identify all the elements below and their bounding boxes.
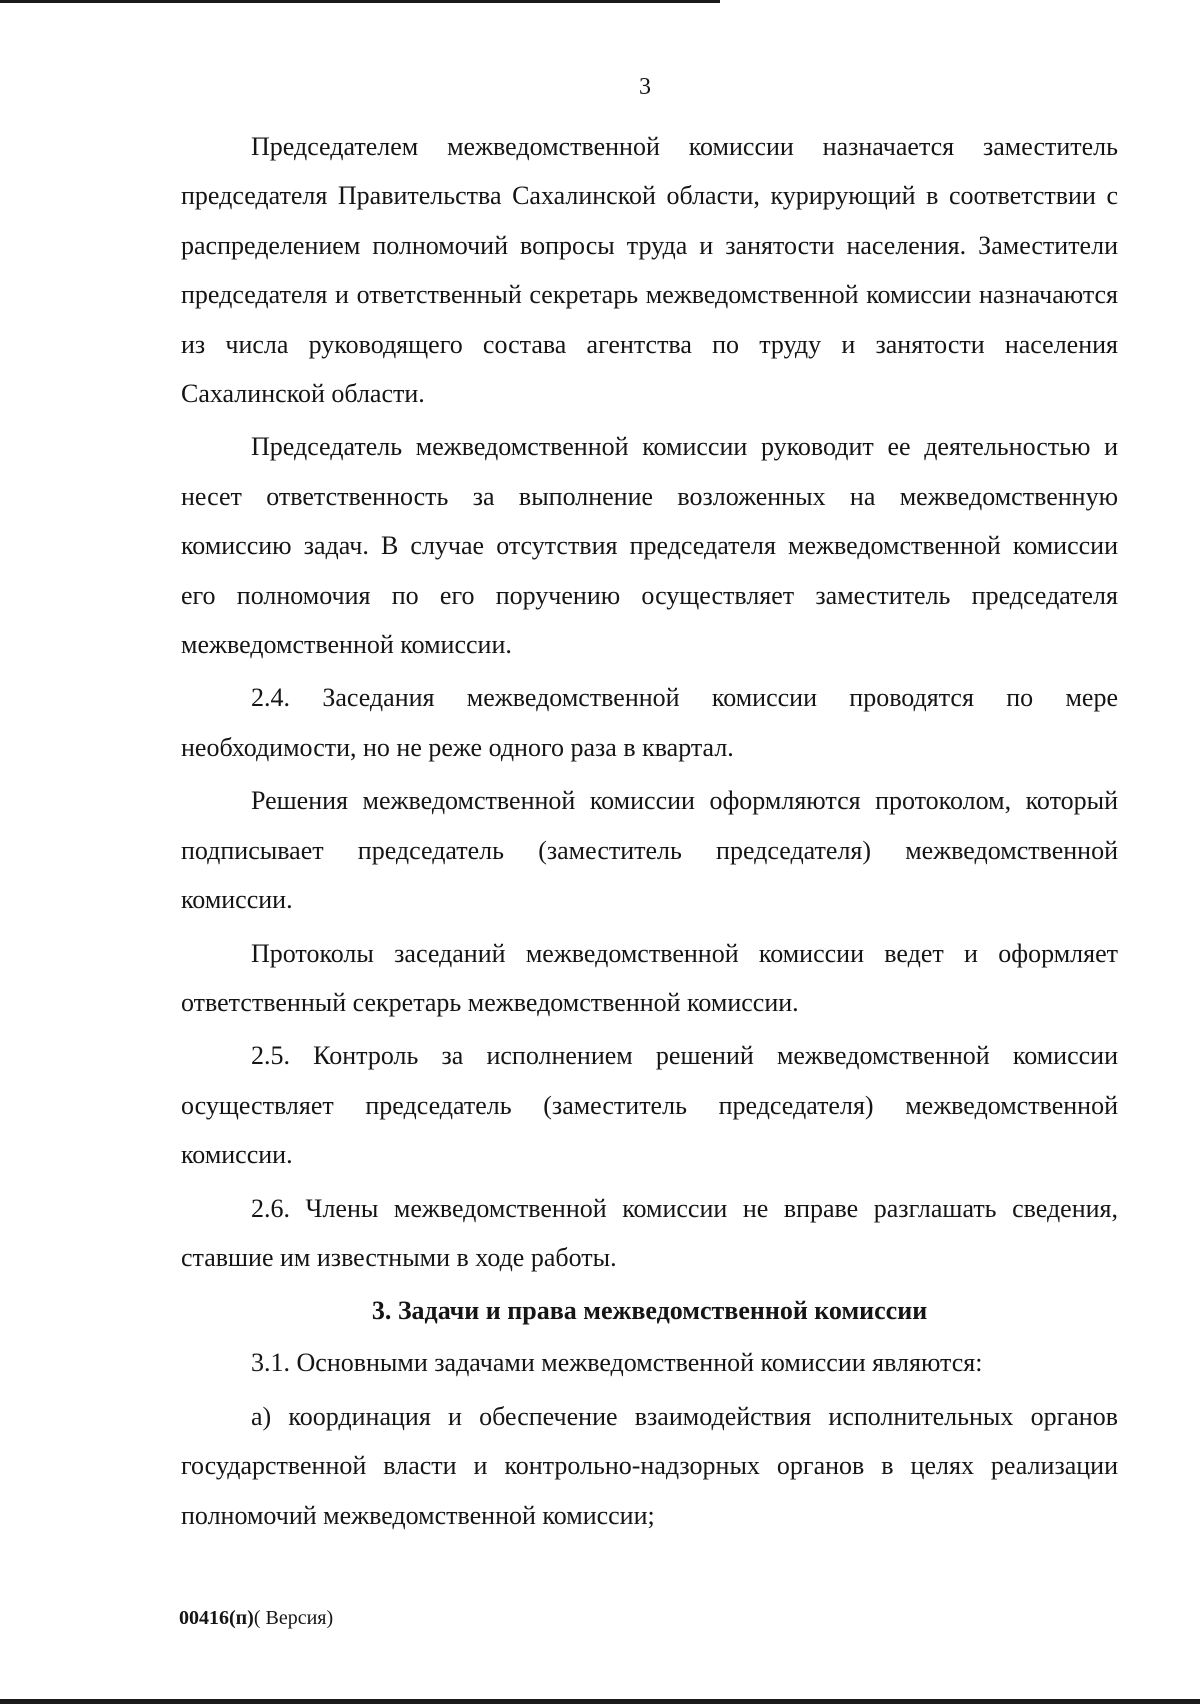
paragraph-protocols: Протоколы заседаний межведомственной комиссии ведет и оформляет ответственный секретарь межведомственной комиссии. [181, 938, 1118, 1017]
paragraph-chairman: Председателем межведомственной комиссии назначается заместитель председателя Правительства Сахалинской области, курирующий в соответствии с распределением полномочий вопросы труда и занятости населения. Заместители председателя и ответственный секретарь межведомственной комиссии назначаются из числа руководящего состава агентства по труду и занятости населения Сахалинской области. [181, 132, 1118, 409]
scan-top-edge [0, 0, 720, 3]
paragraph-2-5: 2.5. Контроль за исполнением решений межведомственной комиссии осуществляет председатель (заместитель председателя) межведомственной комиссии. [181, 1041, 1118, 1170]
paragraph-2-4: 2.4. Заседания межведомственной комиссии проводятся по мере необходимости, но не реже одного раза в квартал. [181, 683, 1118, 762]
paragraph-2-6: 2.6. Члены межведомственной комиссии не вправе разглашать сведения, ставшие им известными в ходе работы. [181, 1193, 1118, 1272]
scan-bottom-edge [0, 1699, 1200, 1704]
page-number: 3 [639, 74, 651, 100]
paragraph-chairman-duties: Председатель межведомственной комиссии руководит ее деятельностью и несет ответственность за выполнение возложенных на межведомственную комиссию задач. В случае отсутствия председателя межведомственной комиссии его полномочия по его поручению осуществляет заместитель председателя межведомственной комиссии. [181, 432, 1118, 660]
paragraph-decisions: Решения межведомственной комиссии оформляются протоколом, который подписывает председатель (заместитель председателя) межведомственной комиссии. [181, 786, 1118, 915]
document-footer [179, 1607, 333, 1630]
section-heading: 3. Задачи и права межведомственной комиссии [371, 1296, 928, 1326]
paragraph-3-1-a: а) координация и обеспечение взаимодействия исполнительных органов государственной власти и контрольно-надзорных органов в целях реализации полномочий межведомственной комиссии; [181, 1401, 1118, 1530]
document-body [181, 122, 1118, 1544]
document-code: 00416(п) [179, 1607, 254, 1629]
paragraph-3-1: 3.1. Основными задачами межведомственной комиссии являются: [251, 1348, 983, 1378]
document-version: ( Версия) [253, 1607, 334, 1629]
